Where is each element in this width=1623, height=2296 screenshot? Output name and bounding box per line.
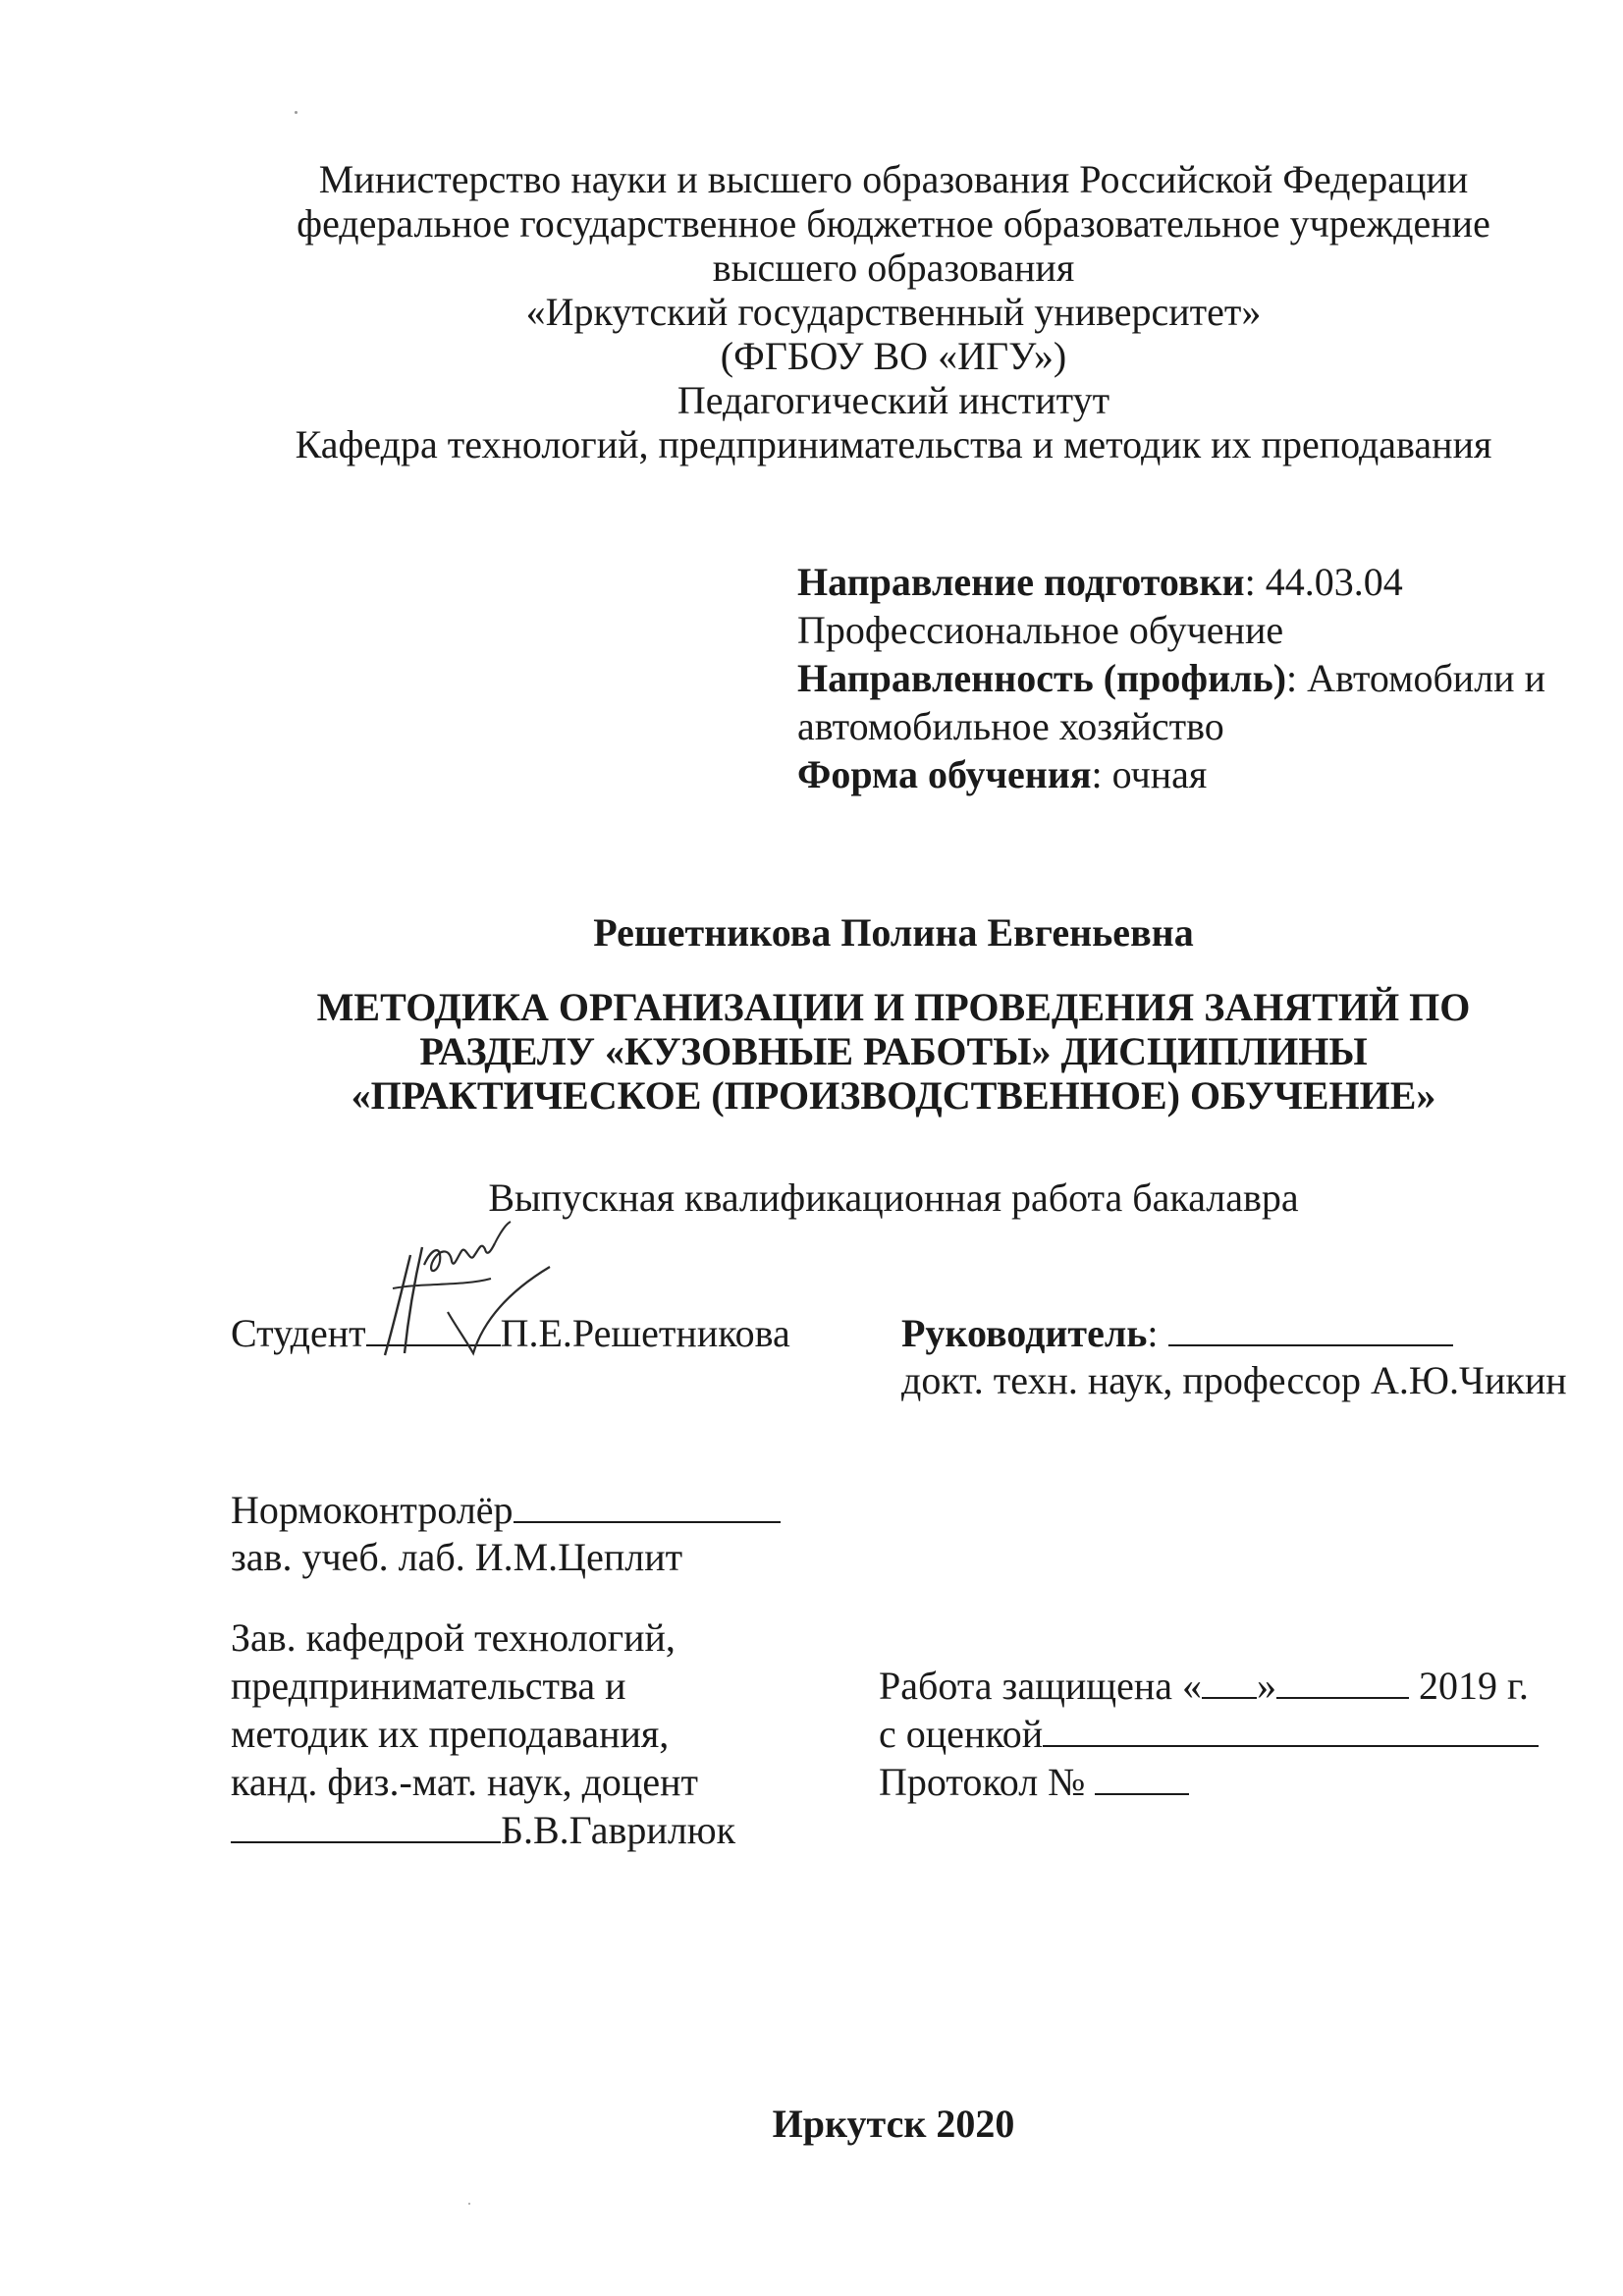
day-blank — [1202, 1664, 1257, 1699]
direction-line — [797, 560, 1545, 604]
header-line: «Иркутский государственный университет» — [525, 290, 1262, 334]
protected-year: 2019 г. — [1409, 1664, 1529, 1708]
grade-blank — [1043, 1712, 1539, 1747]
scan-speck — [295, 111, 298, 114]
protocol-blank — [1095, 1760, 1189, 1795]
scan-speck — [468, 2203, 470, 2205]
student-label: Студент — [231, 1311, 366, 1355]
title-line: РАЗДЕЛУ «КУЗОВНЫЕ РАБОТЫ» ДИСЦИПЛИНЫ — [419, 1029, 1368, 1073]
defense-block — [879, 1664, 1539, 1804]
head-name: Б.В.Гаврилюк — [501, 1808, 736, 1852]
supervisor-label: Руководитель — [901, 1311, 1148, 1355]
profile-value-cont: автомобильное хозяйство — [797, 704, 1224, 748]
defense-protected-line — [879, 1664, 1539, 1708]
student-name: П.Е.Решетникова — [500, 1311, 790, 1355]
supervisor-line — [901, 1311, 1453, 1355]
city-year: Иркутск 2020 — [772, 2102, 1015, 2146]
profile-line — [797, 656, 1545, 700]
protected-prefix: Работа защищена « — [879, 1664, 1203, 1708]
form-value: : очная — [1091, 752, 1208, 796]
header-line: Кафедра технологий, предпринимательства и методик их преподавания — [295, 422, 1492, 466]
head-line: предпринимательства и — [231, 1664, 626, 1708]
title-line: «ПРАКТИЧЕСКОЕ (ПРОИЗВОДСТВЕННОЕ) ОБУЧЕНИЕ» — [351, 1073, 1436, 1118]
grade-label: с оценкой — [879, 1712, 1044, 1756]
protocol-line — [879, 1760, 1539, 1804]
head-line: канд. физ.-мат. наук, доцент — [231, 1760, 698, 1804]
header-line: федеральное государственное бюджетное образовательное учреждение — [297, 201, 1490, 246]
grade-line — [879, 1712, 1539, 1756]
institution-header — [0, 157, 1623, 466]
header-line: Министерство науки и высшего образования Российской Федерации — [318, 157, 1469, 201]
supervisor-colon: : — [1147, 1311, 1159, 1355]
header-line: Педагогический институт — [676, 378, 1110, 422]
handwritten-signature — [363, 1218, 569, 1365]
thesis-title — [0, 985, 1623, 1118]
normcontrol-line — [231, 1488, 781, 1532]
normcontrol-details: зав. учеб. лаб. И.М.Цеплит — [231, 1535, 683, 1579]
signature-blank — [231, 1808, 501, 1843]
profile-label: Направленность (профиль) — [797, 656, 1287, 700]
head-line: Зав. кафедрой технологий, — [231, 1615, 676, 1660]
month-blank — [1276, 1664, 1409, 1699]
protocol-label: Протокол № — [879, 1760, 1086, 1804]
protected-mid: » — [1257, 1664, 1277, 1708]
author-name: Решетникова Полина Евгеньевна — [593, 910, 1194, 955]
supervisor-details: докт. техн. наук, профессор А.Ю.Чикин — [901, 1358, 1567, 1402]
profile-value: : Автомобили и — [1286, 656, 1545, 700]
direction-name: Профессиональное обучение — [797, 608, 1284, 652]
head-of-department — [231, 1615, 735, 1852]
direction-label: Направление подготовки — [797, 560, 1245, 604]
program-info — [797, 560, 1545, 796]
work-type: Выпускная квалификационная работа бакалавра — [488, 1175, 1299, 1220]
signature-blank — [1168, 1311, 1453, 1346]
form-line — [797, 752, 1545, 796]
header-line: высшего образования — [712, 246, 1075, 290]
title-line: МЕТОДИКА ОРГАНИЗАЦИИ И ПРОВЕДЕНИЯ ЗАНЯТИЙ ПО — [316, 985, 1471, 1029]
normcontrol-label: Нормоконтролёр — [231, 1488, 514, 1532]
header-line: (ФГБОУ ВО «ИГУ») — [720, 334, 1067, 378]
head-signature-line — [231, 1808, 735, 1852]
head-line: методик их преподавания, — [231, 1712, 670, 1756]
form-label: Форма обучения — [797, 752, 1092, 796]
signature-blank — [514, 1488, 781, 1523]
direction-code: : 44.03.04 — [1244, 560, 1403, 604]
